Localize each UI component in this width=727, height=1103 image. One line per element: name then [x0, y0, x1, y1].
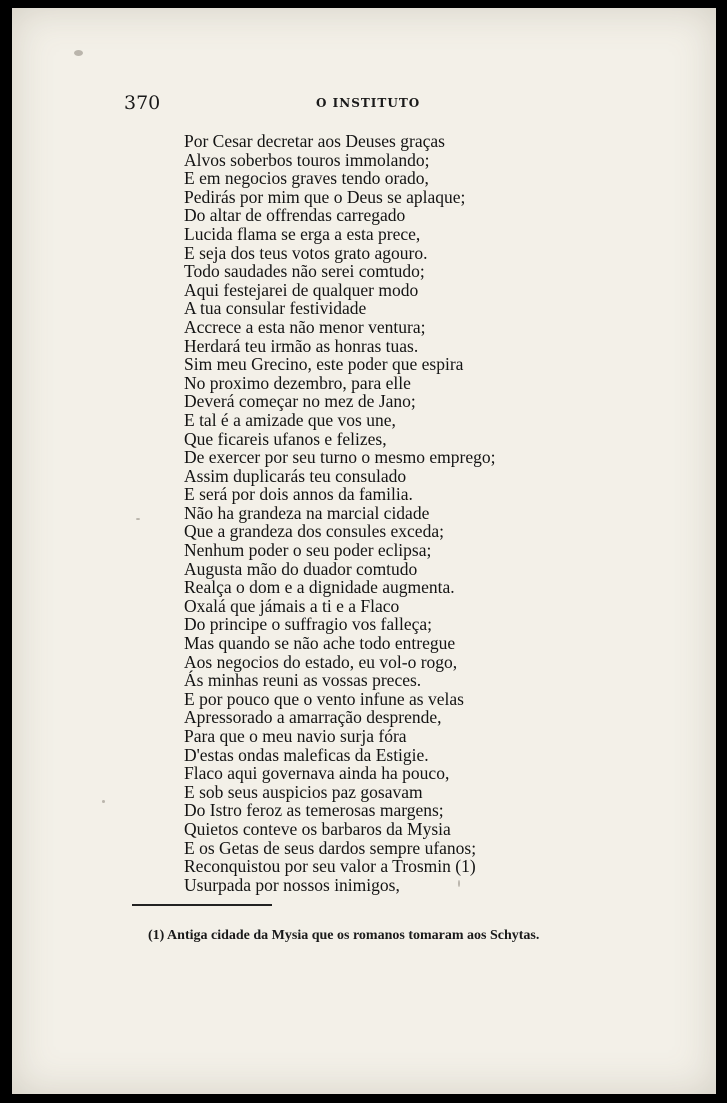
poem-line: Reconquistou por seu valor a Trosmin (1)	[184, 856, 476, 877]
poem-line: Alvos soberbos touros immolando;	[184, 149, 430, 170]
poem-line: De exercer por seu turno o mesmo emprego;	[184, 447, 496, 468]
poem-line: E tal é a amizade que vos une,	[184, 409, 396, 430]
poem-text	[184, 132, 496, 894]
book-page	[12, 8, 716, 1094]
poem-line: Realça o dom e a dignidade augmenta.	[184, 577, 455, 598]
poem-line: E por pouco que o vento infune as velas	[184, 688, 464, 709]
paper-speck	[74, 50, 83, 56]
poem-line: Que ficareis ufanos e felizes,	[184, 428, 387, 449]
poem-line: Todo saudades não serei comtudo;	[184, 261, 425, 282]
poem-line: Do principe o suffragio vos falleça;	[184, 614, 432, 635]
poem-line: Augusta mão do duador comtudo	[184, 558, 418, 579]
poem-line: Pedirás por mim que o Deus se aplaque;	[184, 186, 466, 207]
poem-line: Oxalá que jámais a ti e a Flaco	[184, 595, 400, 616]
paper-speck	[102, 800, 105, 803]
poem-line: Para que o meu navio surja fóra	[184, 726, 407, 746]
poem-line: Apressorado a amarração desprende,	[184, 707, 442, 728]
poem-line: E seja dos teus votos grato agouro.	[184, 242, 428, 263]
poem-line: A tua consular festividade	[184, 298, 367, 319]
paper-speck	[136, 518, 140, 520]
poem-line: Assim duplicarás teu consulado	[184, 465, 407, 486]
footnote-rule	[132, 904, 272, 906]
poem-line: Aqui festejarei de qualquer modo	[184, 279, 419, 300]
poem-line: Herdará teu irmão as honras tuas.	[184, 335, 419, 356]
paper-speck	[458, 880, 460, 887]
running-title: O INSTITUTO	[316, 96, 421, 110]
poem-line: E sob seus auspicios paz gosavam	[184, 781, 423, 802]
poem-line: Flaco aqui governava ainda ha pouco,	[184, 763, 450, 784]
poem-line: E será por dois annos da familia.	[184, 484, 413, 505]
poem-line: Sim meu Grecino, este poder que espira	[184, 354, 464, 375]
poem-line: Accrece a esta não menor ventura;	[184, 316, 426, 337]
page-number: 370	[124, 92, 161, 114]
poem-line: Aos negocios do estado, eu vol-o rogo,	[184, 651, 458, 672]
poem-line: Lucida flama se erga a esta prece,	[184, 223, 421, 244]
poem-line: Usurpada por nossos inimigos,	[184, 874, 400, 895]
poem-line: Mas quando se não ache todo entregue	[184, 633, 456, 654]
poem-line: Do altar de offrendas carregado	[184, 205, 406, 226]
poem-line: Não ha grandeza na marcial cidade	[184, 502, 430, 523]
poem-line: Quietos conteve os barbaros da Mysia	[184, 818, 451, 839]
poem-line: Do Istro feroz as temerosas margens;	[184, 800, 444, 821]
poem-line: E os Getas de seus dardos sempre ufanos;	[184, 837, 477, 858]
poem-line: Deverá começar no mez de Jano;	[184, 391, 416, 412]
poem-line: Nenhum poder o seu poder eclipsa;	[184, 540, 432, 561]
footnote: (1) Antiga cidade da Mysia que os romanos tomaram aos Schytas.	[148, 928, 540, 943]
poem-line: Por Cesar decretar aos Deuses graças	[184, 131, 445, 151]
poem-line: Ás minhas reuni as vossas preces.	[184, 670, 422, 691]
poem-line: D'estas ondas maleficas da Estigie.	[184, 744, 429, 765]
poem-line: Que a grandeza dos consules exceda;	[184, 521, 444, 542]
poem-line: E em negocios graves tendo orado,	[184, 168, 429, 189]
page-header	[12, 92, 716, 116]
poem-line: No proximo dezembro, para elle	[184, 372, 411, 393]
